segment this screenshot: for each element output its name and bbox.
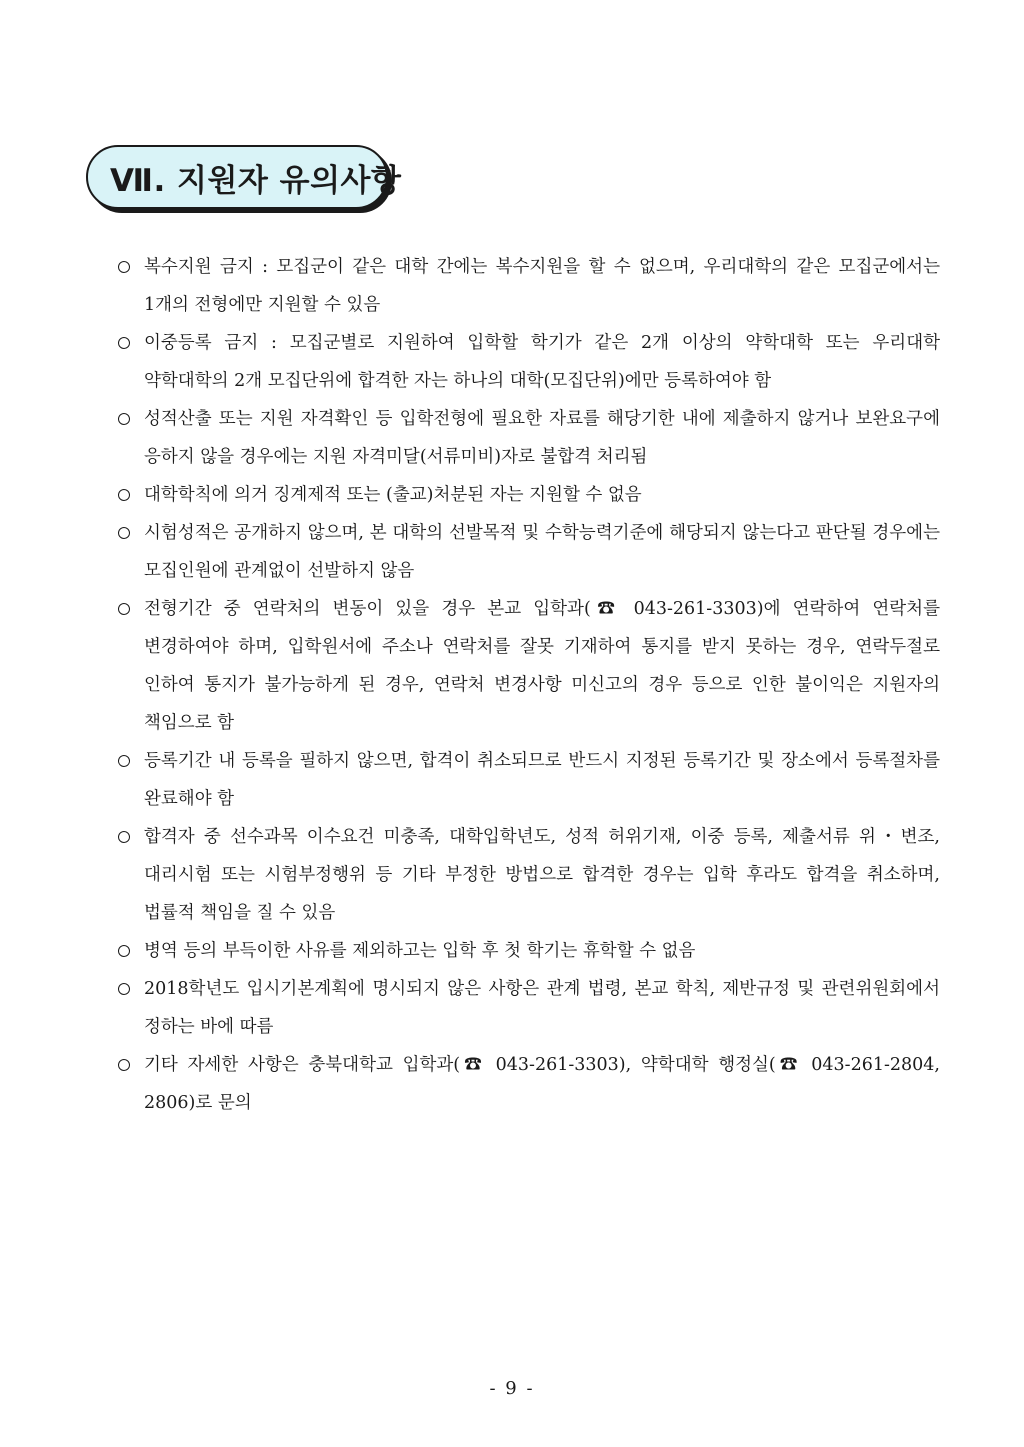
- notice-text: 이중등록 금지 : 모집군별로 지원하여 입학할 학기가 같은 2개 이상의 약학대학 또는 우리대학 약학대학의 2개 모집단위에 합격한 자는 하나의 대학(모집단위)에만 등록하여야 함: [144, 333, 940, 391]
- notice-text: 대학학칙에 의거 징계제적 또는 (출교)처분된 자는 지원할 수 없음: [144, 485, 642, 505]
- circle-bullet-icon: [118, 603, 130, 615]
- notice-item-score-disclosure: [116, 514, 940, 590]
- circle-bullet-icon: [118, 1059, 130, 1071]
- circle-bullet-icon: [118, 489, 130, 501]
- notice-text: 복수지원 금지 : 모집군이 같은 대학 간에는 복수지원을 할 수 없으며, 우리대학의 같은 모집군에서는 1개의 전형에만 지원할 수 있음: [144, 257, 940, 315]
- notice-text: 성적산출 또는 지원 자격확인 등 입학전형에 필요한 자료를 해당기한 내에 제출하지 않거나 보완요구에 응하지 않을 경우에는 지원 자격미달(서류미비)자로 불합격 처리됨: [144, 409, 940, 467]
- notice-list: [116, 248, 940, 1122]
- circle-bullet-icon: [118, 261, 130, 273]
- notice-text: 병역 등의 부득이한 사유를 제외하고는 입학 후 첫 학기는 휴학할 수 없음: [144, 941, 696, 961]
- notice-text: 전형기간 중 연락처의 변동이 있을 경우 본교 입학과(☎ 043-261-3303)에 연락하여 연락처를 변경하여야 하며, 입학원서에 주소나 연락처를 잘못 기재하여 통지를 받지 못하는 경우, 연락두절로 인하여 통지가 불가능하게 된 경우, 연락처 변경사항 미신고의 경우 등으로 인한 불이익은 지원자의 책임으로 함: [144, 599, 940, 733]
- notice-item-admission-cancellation: [116, 818, 940, 932]
- notice-text: 2018학년도 입시기본계획에 명시되지 않은 사항은 관계 법령, 본교 학칙, 제반규정 및 관련위원회에서 정하는 바에 따름: [144, 979, 940, 1037]
- circle-bullet-icon: [118, 527, 130, 539]
- circle-bullet-icon: [118, 755, 130, 767]
- circle-bullet-icon: [118, 983, 130, 995]
- notice-text: 합격자 중 선수과목 이수요건 미충족, 대학입학년도, 성적 허위기재, 이중 등록, 제출서류 위・변조, 대리시험 또는 시험부정행위 등 기타 부정한 방법으로 합격한 경우는 입학 후라도 합격을 취소하며, 법률적 책임을 질 수 있음: [144, 827, 940, 923]
- circle-bullet-icon: [118, 945, 130, 957]
- notice-item-unspecified-matters: [116, 970, 940, 1046]
- notice-item-contact-change: [116, 590, 940, 742]
- circle-bullet-icon: [118, 337, 130, 349]
- notice-text: 시험성적은 공개하지 않으며, 본 대학의 선발목적 및 수학능력기준에 해당되지 않는다고 판단될 경우에는 모집인원에 관계없이 선발하지 않음: [144, 523, 940, 581]
- notice-text: 등록기간 내 등록을 필하지 않으면, 합격이 취소되므로 반드시 지정된 등록기간 및 장소에서 등록절차를 완료해야 함: [144, 751, 940, 809]
- notice-item-leave-of-absence: [116, 932, 940, 970]
- notice-item-multiple-application: [116, 248, 940, 324]
- notice-item-double-registration: [116, 324, 940, 400]
- notice-item-registration-period: [116, 742, 940, 818]
- section-title: Ⅶ. 지원자 유의사항: [86, 145, 388, 209]
- circle-bullet-icon: [118, 413, 130, 425]
- notice-item-disciplinary-expulsion: [116, 476, 940, 514]
- notice-item-document-submission: [116, 400, 940, 476]
- page-number: - 9 -: [489, 1378, 535, 1399]
- circle-bullet-icon: [118, 831, 130, 843]
- notice-item-inquiries: [116, 1046, 940, 1122]
- notice-text: 기타 자세한 사항은 충북대학교 입학과(☎ 043-261-3303), 약학대학 행정실(☎ 043-261-2804, 2806)로 문의: [144, 1055, 940, 1113]
